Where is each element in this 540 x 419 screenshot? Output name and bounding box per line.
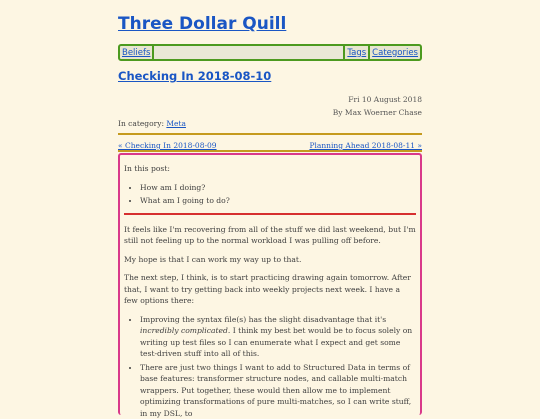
options-list	[124, 314, 416, 419]
nav-tags-link[interactable]: Tags	[345, 48, 368, 58]
category-label: In category:	[118, 119, 164, 128]
paragraph: The next step, I think, is to start practicing drawing again tomorrow. After that, I want to try getting back into weekly projects next week. I have a few options there:	[124, 272, 416, 307]
emphasis: incredibly complicated	[140, 326, 228, 335]
list-item-text: . I think my best bet would be to focus solely on writing up test files so I can enumerate what I expect and get some test-driven stuff into all of this.	[140, 326, 412, 358]
nav-bar	[118, 44, 422, 61]
paragraph: My hope is that I can work my way up to that.	[124, 254, 416, 266]
post-content	[118, 153, 422, 415]
next-post-link[interactable]: Planning Ahead 2018-08-11 »	[309, 141, 422, 150]
list-item-text: Improving the syntax file(s) has the slight disadvantage that it's	[140, 315, 386, 324]
section-divider	[124, 213, 416, 215]
post-category	[118, 119, 186, 128]
nav-categories-link[interactable]: Categories	[370, 48, 420, 58]
category-link[interactable]: Meta	[166, 119, 186, 128]
divider	[118, 150, 422, 152]
prev-post-link[interactable]: « Checking In 2018-08-09	[118, 141, 217, 150]
list-item: • There are just two things I want to add to Structured Data in terms of base features: transformer structure nodes, and callable multi-match wrappers. Put together, these would then allow me to implement optimizing transformations of pure multi-matches, so I can write stuff, in my DSL, to	[140, 362, 416, 419]
nav-spacer	[154, 46, 343, 59]
toc-item[interactable]: • How am I doing?	[140, 182, 416, 194]
post-author: By Max Woerner Chase	[333, 108, 422, 117]
toc-list	[124, 182, 416, 207]
post-date: Fri 10 August 2018	[348, 95, 422, 104]
divider	[118, 133, 422, 135]
toc-label: In this post:	[124, 163, 416, 175]
list-item	[140, 314, 416, 360]
toc-item[interactable]: • What am I going to do?	[140, 195, 416, 207]
nav-beliefs-link[interactable]: Beliefs	[120, 48, 152, 58]
paragraph: It feels like I'm recovering from all of the stuff we did last weekend, but I'm still not feeling up to the normal workload I was pulling off before.	[124, 224, 416, 247]
site-title-link[interactable]: Three Dollar Quill	[118, 14, 286, 34]
post-title-link[interactable]: Checking In 2018-08-10	[118, 69, 271, 83]
